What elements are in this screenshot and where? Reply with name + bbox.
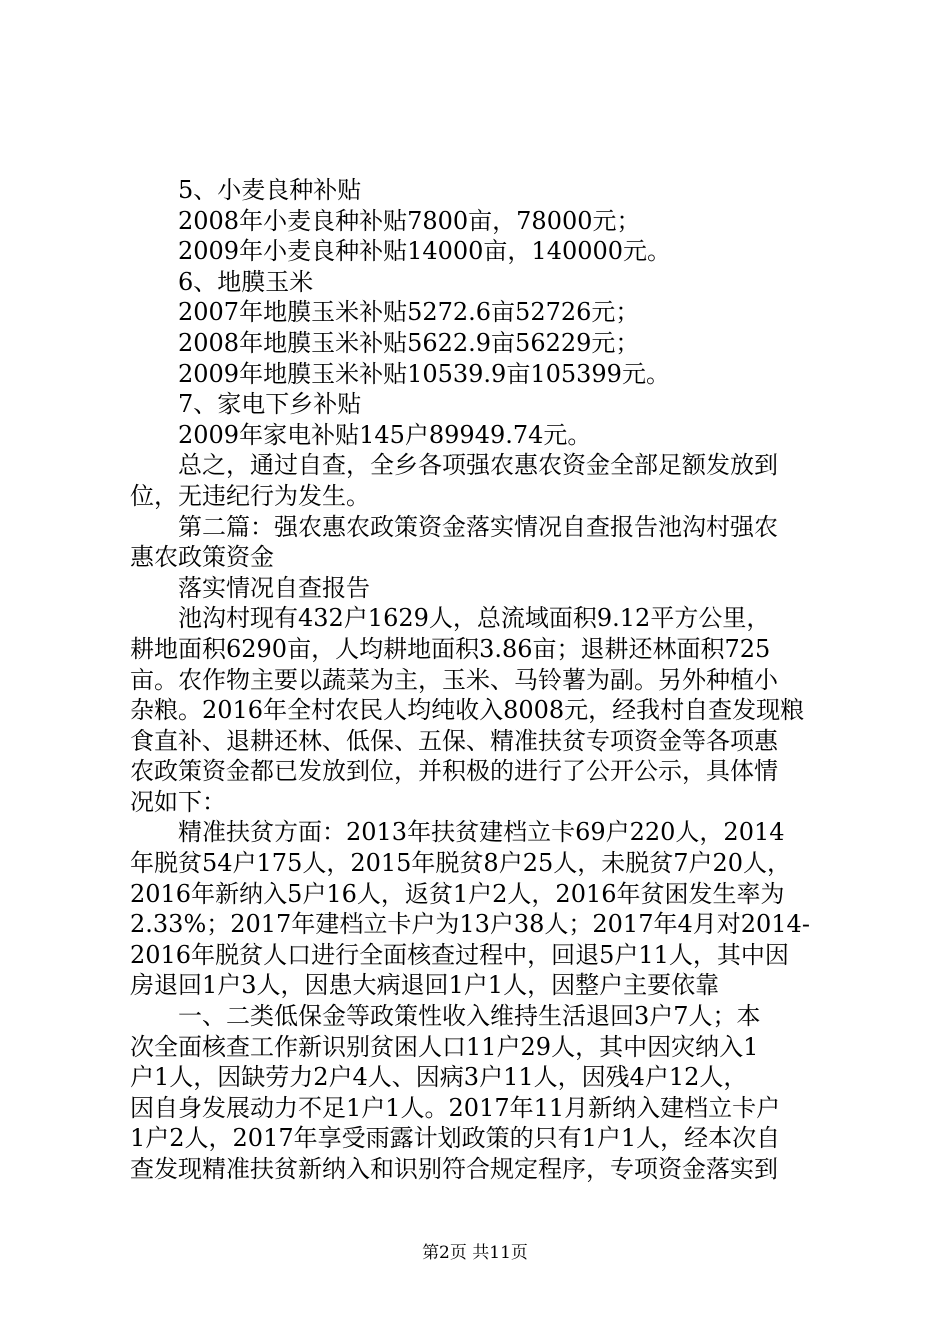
text-line: 2.33%；2017年建档立卡户为13户38人；2017年4月对2014-: [130, 910, 810, 939]
text-line: 7、家电下乡补贴: [178, 390, 362, 419]
text-line: 位，无违纪行为发生。: [130, 481, 370, 510]
document-body: [130, 175, 830, 1185]
text-line: 亩。农作物主要以蔬菜为主，玉米、马铃薯为副。另外种植小: [130, 665, 778, 694]
text-line: 池沟村现有432户1629人，总流域面积9.12平方公里，: [178, 604, 771, 633]
text-line: 2009年小麦良种补贴14000亩，140000元。: [178, 237, 672, 266]
text-line: 1户2人，2017年享受雨露计划政策的只有1户1人，经本次自: [130, 1124, 781, 1153]
text-line: 总之，通过自查，全乡各项强农惠农资金全部足额发放到: [178, 451, 778, 480]
text-line: 查发现精准扶贫新纳入和识别符合规定程序，专项资金落实到: [130, 1155, 778, 1183]
text-line: 惠农政策资金: [130, 543, 274, 572]
text-line: 5、小麦良种补贴: [178, 176, 362, 204]
text-line: 2009年地膜玉米补贴10539.9亩105399元。: [178, 359, 670, 388]
text-line: 2016年新纳入5户16人，返贫1户2人，2016年贫困发生率为: [130, 879, 785, 908]
text-line: 一、二类低保金等政策性收入维持生活退回3户7人；本: [178, 1002, 761, 1031]
text-line: 户1人，因缺劳力2户4人、因病3户11人，因残4户12人，: [130, 1063, 748, 1092]
text-line: 精准扶贫方面：2013年扶贫建档立卡69户220人，2014: [178, 818, 785, 847]
text-line: 次全面核查工作新识别贫困人口11户29人，其中因灾纳入1: [130, 1032, 759, 1061]
text-line: 房退回1户3人，因患大病退回1户1人，因整户主要依靠: [130, 971, 720, 1000]
text-line: 农政策资金都已发放到位，并积极的进行了公开公示，具体情: [130, 757, 778, 786]
text-line: 2009年家电补贴145户89949.74元。: [178, 420, 592, 449]
text-line: 第二篇：强农惠农政策资金落实情况自查报告池沟村强农: [178, 512, 778, 541]
page-number-footer: 第2页 共11页: [422, 1243, 528, 1263]
text-line: 6、地膜玉米: [178, 267, 314, 296]
text-line: 2008年小麦良种补贴7800亩，78000元；: [178, 206, 641, 235]
text-line: 2008年地膜玉米补贴5622.9亩56229元；: [178, 328, 640, 357]
text-line: 因自身发展动力不足1户1人。2017年11月新纳入建档立卡户: [130, 1093, 781, 1122]
text-line: 况如下：: [130, 787, 226, 816]
text-line: 2007年地膜玉米补贴5272.6亩52726元；: [178, 298, 640, 327]
text-line: 食直补、退耕还林、低保、五保、精准扶贫专项资金等各项惠: [130, 726, 778, 755]
text-line: 年脱贫54户175人，2015年脱贫8户25人，未脱贫7户20人，: [130, 849, 792, 878]
text-line: 耕地面积6290亩，人均耕地面积3.86亩；退耕还林面积725: [130, 634, 771, 663]
text-line: 2016年脱贫人口进行全面核查过程中，回退5户11人，其中因: [130, 940, 789, 969]
text-line: 落实情况自查报告: [178, 573, 370, 602]
text-line: 杂粮。2016年全村农民人均纯收入8008元，经我村自查发现粮: [130, 696, 805, 725]
